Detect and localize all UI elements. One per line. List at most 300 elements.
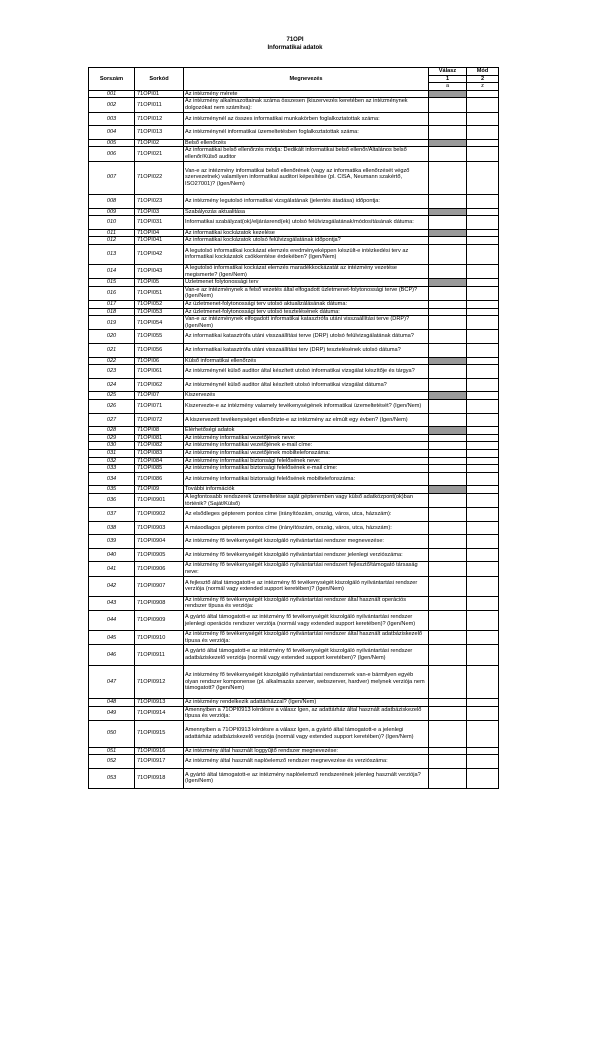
table-row bbox=[89, 427, 499, 435]
mode-cell[interactable] bbox=[467, 147, 499, 161]
mode-cell[interactable] bbox=[467, 434, 499, 442]
table-row bbox=[89, 112, 499, 126]
row-code: 71OPI03 bbox=[135, 208, 184, 216]
mode-cell[interactable] bbox=[467, 301, 499, 309]
header-mod: Mód bbox=[467, 68, 499, 76]
row-number: 046 bbox=[89, 645, 135, 665]
table-row bbox=[89, 378, 499, 392]
row-description: Az intézmény alkalmazottainak száma összesen (kiszervezés keretében az intézménynek dolgozókat nem számítva): bbox=[184, 98, 429, 112]
mode-cell[interactable] bbox=[467, 645, 499, 665]
answer-cell[interactable] bbox=[429, 699, 467, 707]
row-number: 033 bbox=[89, 465, 135, 473]
answer-cell[interactable] bbox=[429, 548, 467, 562]
row-description: A gyártó által támogatott-e az intézmény fő tevékenységét kiszolgáló nyilvántartási rendszer adatbáziskezelő verziója (normál vagy extended support keretében)? (Igen/Nem) bbox=[184, 645, 429, 665]
header-mod-num: 2 bbox=[467, 75, 499, 83]
mode-cell[interactable] bbox=[467, 562, 499, 576]
answer-cell[interactable] bbox=[429, 562, 467, 576]
row-description: Az intézmény informatikai vezetőjének neve: bbox=[184, 434, 429, 442]
row-description: A legfontosabb rendszerek üzemeltetése saját gépteremben vagy külső adatközpont(ok)ban történik? (Saját/Külső) bbox=[184, 493, 429, 507]
row-number: 029 bbox=[89, 434, 135, 442]
table-row bbox=[89, 98, 499, 112]
mode-cell[interactable] bbox=[467, 548, 499, 562]
mode-cell[interactable] bbox=[467, 237, 499, 245]
mode-cell[interactable] bbox=[467, 665, 499, 698]
row-code: 71OPI084 bbox=[135, 457, 184, 465]
table-row bbox=[89, 493, 499, 507]
row-code: 71OPI042 bbox=[135, 244, 184, 264]
row-description: Az intézmény fő tevékenységét kiszolgáló nyilvántartási rendszer által használt adatbáziskezelő típusa és verziója: bbox=[184, 631, 429, 645]
row-description: Az intézmény fő tevékenységét kiszolgáló nyilvántartási rendszer jelenlegi verziószáma: bbox=[184, 548, 429, 562]
row-code: 71OPI07 bbox=[135, 392, 184, 400]
row-code: 71OPI081 bbox=[135, 434, 184, 442]
mode-cell[interactable] bbox=[467, 316, 499, 330]
row-number: 012 bbox=[89, 237, 135, 245]
row-code: 71OPI0903 bbox=[135, 521, 184, 535]
row-number: 040 bbox=[89, 548, 135, 562]
row-number: 023 bbox=[89, 365, 135, 379]
table-row bbox=[89, 768, 499, 788]
answer-cell[interactable] bbox=[429, 316, 467, 330]
mode-cell[interactable] bbox=[467, 508, 499, 522]
answer-cell[interactable] bbox=[429, 378, 467, 392]
table-row bbox=[89, 244, 499, 264]
row-number: 024 bbox=[89, 378, 135, 392]
row-code: 71OPI0910 bbox=[135, 631, 184, 645]
row-description: Az intézmény informatikai biztonsági felelősének neve: bbox=[184, 457, 429, 465]
answer-cell[interactable] bbox=[429, 706, 467, 720]
row-code: 71OPI0905 bbox=[135, 548, 184, 562]
row-number: 022 bbox=[89, 357, 135, 365]
table-row bbox=[89, 576, 499, 596]
table-row bbox=[89, 457, 499, 465]
row-number: 007 bbox=[89, 161, 135, 194]
row-description: Van-e az intézménynek a felső vezetés által elfogadott üzletmenet-folytonossági terve (BCP)? (Igen/Nem) bbox=[184, 286, 429, 300]
table-body bbox=[89, 90, 499, 788]
row-description: A gyártó által támogatott-e az intézmény naplóelemző rendszerének jelenleg használt verziója? (Igen/Nem) bbox=[184, 768, 429, 788]
row-number: 005 bbox=[89, 139, 135, 147]
row-number: 011 bbox=[89, 229, 135, 237]
row-code: 71OPI012 bbox=[135, 112, 184, 126]
row-number: 010 bbox=[89, 216, 135, 230]
mode-cell[interactable] bbox=[467, 413, 499, 427]
row-description: Az intézménynél informatikai üzemeltetésben foglalkoztatottak száma: bbox=[184, 126, 429, 140]
row-description: Külső informatikai ellenőrzés bbox=[184, 357, 429, 365]
mode-cell[interactable] bbox=[467, 493, 499, 507]
answer-cell[interactable] bbox=[429, 596, 467, 610]
row-code: 71OPI071 bbox=[135, 399, 184, 413]
table-row bbox=[89, 521, 499, 535]
row-description: Az intézmény informatikai vezetőjének mobiltelefonszáma: bbox=[184, 449, 429, 457]
row-number: 031 bbox=[89, 449, 135, 457]
row-code: 71OPI0911 bbox=[135, 645, 184, 665]
answer-cell bbox=[429, 279, 467, 287]
row-description: Amennyiben a 71OPI0913 kérdésre a válasz Igen, a gyártó által támogatott-e a jelenlegi adattárház adatbáziskezelő verziója (normál vagy extended support keretében)? (Igen/Nem) bbox=[184, 720, 429, 747]
row-description: Az intézmény informatikai vezetőjének e-mail címe: bbox=[184, 442, 429, 450]
table-row bbox=[89, 237, 499, 245]
answer-cell[interactable] bbox=[429, 301, 467, 309]
row-code: 71OPI072 bbox=[135, 413, 184, 427]
table-row bbox=[89, 508, 499, 522]
answer-cell bbox=[429, 357, 467, 365]
row-number: 030 bbox=[89, 442, 135, 450]
header-megnevezes: Megnevezés bbox=[184, 68, 429, 91]
row-description: Szabályozás aktualitása bbox=[184, 208, 429, 216]
answer-cell[interactable] bbox=[429, 645, 467, 665]
mode-cell bbox=[467, 357, 499, 365]
row-code: 71OPI085 bbox=[135, 465, 184, 473]
row-code: 71OPI082 bbox=[135, 442, 184, 450]
answer-cell[interactable] bbox=[429, 399, 467, 413]
answer-cell[interactable] bbox=[429, 472, 467, 486]
mode-cell[interactable] bbox=[467, 706, 499, 720]
table-row bbox=[89, 392, 499, 400]
header-mod-letter: z bbox=[467, 83, 499, 91]
row-description: Az informatikai kockázatok kezelése bbox=[184, 229, 429, 237]
header-sorkod: Sorkód bbox=[135, 68, 184, 91]
row-number: 041 bbox=[89, 562, 135, 576]
mode-cell[interactable] bbox=[467, 720, 499, 747]
row-code: 71OPI06 bbox=[135, 357, 184, 365]
page-header bbox=[0, 0, 590, 60]
table-row bbox=[89, 308, 499, 316]
row-description: A legutolsó informatikai kockázat elemzés maradékkockázatát az intézmény vezetése megismerte? (Igen/Nem) bbox=[184, 265, 429, 279]
mode-cell[interactable] bbox=[467, 330, 499, 344]
mode-cell[interactable] bbox=[467, 472, 499, 486]
answer-cell[interactable] bbox=[429, 413, 467, 427]
row-number: 006 bbox=[89, 147, 135, 161]
row-code: 71OPI056 bbox=[135, 344, 184, 358]
answer-cell[interactable] bbox=[429, 161, 467, 194]
answer-cell[interactable] bbox=[429, 126, 467, 140]
table-row bbox=[89, 330, 499, 344]
table-row bbox=[89, 279, 499, 287]
answer-cell bbox=[429, 486, 467, 494]
answer-cell[interactable] bbox=[429, 720, 467, 747]
row-description: Az intézmény által használt naplóelemző rendszer megnevezése és verziószáma: bbox=[184, 755, 429, 769]
row-code: 71OPI0912 bbox=[135, 665, 184, 698]
answer-cell[interactable] bbox=[429, 365, 467, 379]
table-row bbox=[89, 357, 499, 365]
answer-cell[interactable] bbox=[429, 286, 467, 300]
mode-cell[interactable] bbox=[467, 442, 499, 450]
table-row bbox=[89, 747, 499, 755]
row-number: 009 bbox=[89, 208, 135, 216]
mode-cell[interactable] bbox=[467, 161, 499, 194]
row-description: A másodlagos gépterem pontos címe (irányítószám, ország, város, utca, házszám): bbox=[184, 521, 429, 535]
answer-cell[interactable] bbox=[429, 330, 467, 344]
row-number: 014 bbox=[89, 265, 135, 279]
answer-cell[interactable] bbox=[429, 611, 467, 631]
row-code: 71OPI011 bbox=[135, 98, 184, 112]
row-description: Az intézmény informatikai biztonsági felelősének mobiltelefonszáma: bbox=[184, 472, 429, 486]
answer-cell bbox=[429, 139, 467, 147]
table-row bbox=[89, 265, 499, 279]
row-code: 71OPI0916 bbox=[135, 747, 184, 755]
row-code: 71OPI0917 bbox=[135, 755, 184, 769]
table-row bbox=[89, 434, 499, 442]
table-row bbox=[89, 472, 499, 486]
row-description: Elérhetőségi adatok bbox=[184, 427, 429, 435]
answer-cell[interactable] bbox=[429, 665, 467, 698]
row-description: A fejlesztő által támogatott-e az intézmény fő tevékenységét kiszolgáló nyilvántartási rendszer verziója (normál vagy extended support keretében)? (Igen/Nem) bbox=[184, 576, 429, 596]
row-description: Az intézmény legutolsó informatikai vizsgálatának (jelentés átadása) időpontja: bbox=[184, 194, 429, 208]
table-row bbox=[89, 161, 499, 194]
mode-cell[interactable] bbox=[467, 449, 499, 457]
table-row bbox=[89, 465, 499, 473]
row-number: 017 bbox=[89, 301, 135, 309]
answer-cell[interactable] bbox=[429, 147, 467, 161]
answer-cell[interactable] bbox=[429, 265, 467, 279]
mode-cell[interactable] bbox=[467, 457, 499, 465]
mode-cell bbox=[467, 229, 499, 237]
row-code: 71OPI0909 bbox=[135, 611, 184, 631]
row-number: 028 bbox=[89, 427, 135, 435]
row-number: 027 bbox=[89, 413, 135, 427]
row-code: 71OPI043 bbox=[135, 265, 184, 279]
row-number: 025 bbox=[89, 392, 135, 400]
table-row bbox=[89, 596, 499, 610]
table-row bbox=[89, 147, 499, 161]
row-number: 048 bbox=[89, 699, 135, 707]
mode-cell[interactable] bbox=[467, 344, 499, 358]
table-row bbox=[89, 699, 499, 707]
row-number: 036 bbox=[89, 493, 135, 507]
row-code: 71OPI0906 bbox=[135, 562, 184, 576]
row-code: 71OPI052 bbox=[135, 301, 184, 309]
row-number: 047 bbox=[89, 665, 135, 698]
header-sorszam: Sorszám bbox=[89, 68, 135, 91]
table-row bbox=[89, 706, 499, 720]
row-description: Amennyiben a 71OPI0913 kérdésre a válasz Igen, az adattárház által használt adatbáziskezelő típusa és verziója: bbox=[184, 706, 429, 720]
answer-cell[interactable] bbox=[429, 244, 467, 264]
table-row bbox=[89, 194, 499, 208]
mode-cell[interactable] bbox=[467, 699, 499, 707]
row-code: 71OPI053 bbox=[135, 308, 184, 316]
row-number: 044 bbox=[89, 611, 135, 631]
row-description: Az intézmény rendelkezik adattárházzal? (Igen/Nem) bbox=[184, 699, 429, 707]
row-number: 002 bbox=[89, 98, 135, 112]
table-row bbox=[89, 399, 499, 413]
row-code: 71OPI031 bbox=[135, 216, 184, 230]
row-number: 037 bbox=[89, 508, 135, 522]
answer-cell[interactable] bbox=[429, 755, 467, 769]
row-code: 71OPI02 bbox=[135, 139, 184, 147]
row-number: 015 bbox=[89, 279, 135, 287]
row-description: Az intézmény mérete bbox=[184, 90, 429, 98]
mode-cell[interactable] bbox=[467, 378, 499, 392]
mode-cell[interactable] bbox=[467, 747, 499, 755]
answer-cell[interactable] bbox=[429, 508, 467, 522]
mode-cell bbox=[467, 208, 499, 216]
row-description: Az intézmény által használt loggyűjtő rendszer megnevezése: bbox=[184, 747, 429, 755]
table-row bbox=[89, 720, 499, 747]
mode-cell bbox=[467, 486, 499, 494]
row-number: 021 bbox=[89, 344, 135, 358]
answer-cell[interactable] bbox=[429, 434, 467, 442]
row-description: Kiszervezés bbox=[184, 392, 429, 400]
answer-cell[interactable] bbox=[429, 449, 467, 457]
answer-cell[interactable] bbox=[429, 521, 467, 535]
mode-cell[interactable] bbox=[467, 768, 499, 788]
header-valasz-num: 1 bbox=[429, 75, 467, 83]
row-description: Az elsődleges gépterem pontos címe (irányítószám, ország, város, utca, házszám): bbox=[184, 508, 429, 522]
row-description: Van-e az intézmény informatikai belső ellenőrének (vagy az informatika ellenőrzését végző szervezetnek) valamilyen informatikai auditori képesítése (pl. CISA, Neumann szakértő, ISO27001)? (Igen/Nem) bbox=[184, 161, 429, 194]
row-number: 050 bbox=[89, 720, 135, 747]
mode-cell[interactable] bbox=[467, 112, 499, 126]
row-code: 71OPI061 bbox=[135, 365, 184, 379]
row-code: 71OPI0914 bbox=[135, 706, 184, 720]
row-number: 053 bbox=[89, 768, 135, 788]
mode-cell[interactable] bbox=[467, 265, 499, 279]
mode-cell[interactable] bbox=[467, 308, 499, 316]
row-code: 71OPI0904 bbox=[135, 535, 184, 549]
answer-cell bbox=[429, 427, 467, 435]
answer-cell[interactable] bbox=[429, 631, 467, 645]
mode-cell[interactable] bbox=[467, 535, 499, 549]
row-number: 018 bbox=[89, 308, 135, 316]
answer-cell[interactable] bbox=[429, 747, 467, 755]
answer-cell[interactable] bbox=[429, 194, 467, 208]
mode-cell[interactable] bbox=[467, 126, 499, 140]
row-description: Van-e az intézménynek elfogadott informatikai katasztrófa utáni visszaállítási terve (DRP)? (Igen/Nem) bbox=[184, 316, 429, 330]
table-row bbox=[89, 90, 499, 98]
row-description: Az üzletmenet-folytonossági terv utolsó tesztelésének dátuma: bbox=[184, 308, 429, 316]
row-number: 001 bbox=[89, 90, 135, 98]
row-description: Az informatikai belső ellenőrzés módja: Dedikált informatikai belső ellenőr/Általános belső ellenőr/Külső auditor bbox=[184, 147, 429, 161]
mode-cell[interactable] bbox=[467, 98, 499, 112]
table-row bbox=[89, 449, 499, 457]
table-row bbox=[89, 442, 499, 450]
row-number: 013 bbox=[89, 244, 135, 264]
answer-cell[interactable] bbox=[429, 112, 467, 126]
row-description: Az intézménynél külső auditor által készített utolsó informatikai vizsgálat dátuma? bbox=[184, 378, 429, 392]
row-description: Üzletmenet folytonossági terv bbox=[184, 279, 429, 287]
answer-cell[interactable] bbox=[429, 465, 467, 473]
row-code: 71OPI0913 bbox=[135, 699, 184, 707]
row-description: Az intézmény fő tevékenységét kiszolgáló nyilvántartási rendszernek van-e bármilyen egyéb olyan rendszer komponense (pl. alkalmazás szerver, webszerver, hardver) melynek verziója nem támogatott? (Igen/Nem) bbox=[184, 665, 429, 698]
page-subtitle: Informatikai adatok bbox=[267, 45, 323, 51]
mode-cell bbox=[467, 139, 499, 147]
row-code: 71OPI055 bbox=[135, 330, 184, 344]
row-description: Az üzletmenet-folytonossági terv utolsó aktualizálásának dátuma: bbox=[184, 301, 429, 309]
data-table bbox=[88, 67, 499, 789]
mode-cell bbox=[467, 392, 499, 400]
answer-cell bbox=[429, 90, 467, 98]
answer-cell[interactable] bbox=[429, 216, 467, 230]
mode-cell[interactable] bbox=[467, 365, 499, 379]
mode-cell[interactable] bbox=[467, 244, 499, 264]
answer-cell[interactable] bbox=[429, 344, 467, 358]
row-description: Az intézménynél külső auditor által készített utolsó informatikai vizsgálat készítője és tárgya? bbox=[184, 365, 429, 379]
row-number: 043 bbox=[89, 596, 135, 610]
row-description: Az informatikai katasztrófa utáni visszaállítási terve (DRP) utolsó felülvizsgálatának dátuma? bbox=[184, 330, 429, 344]
row-description: Az intézmény fő tevékenységét kiszolgáló nyilvántartási rendszer által használt operációs rendszer típusa és verziója: bbox=[184, 596, 429, 610]
row-description: Belső ellenőrzés bbox=[184, 139, 429, 147]
row-number: 004 bbox=[89, 126, 135, 140]
answer-cell[interactable] bbox=[429, 308, 467, 316]
table-row bbox=[89, 665, 499, 698]
answer-cell[interactable] bbox=[429, 457, 467, 465]
row-description: Kiszervezte-e az intézmény valamely tevékenységének informatikai üzemeltetését? (Igen/Nem) bbox=[184, 399, 429, 413]
row-code: 71OPI086 bbox=[135, 472, 184, 486]
table-row bbox=[89, 645, 499, 665]
row-number: 026 bbox=[89, 399, 135, 413]
row-description: Informatikai szabályzat(ok)/eljárásrend(ek) utolsó felülvizsgálatának/módosításának dátuma: bbox=[184, 216, 429, 230]
mode-cell[interactable] bbox=[467, 596, 499, 610]
row-code: 71OPI041 bbox=[135, 237, 184, 245]
page-title: 71OPI bbox=[286, 37, 304, 43]
row-number: 049 bbox=[89, 706, 135, 720]
mode-cell bbox=[467, 427, 499, 435]
row-code: 71OPI054 bbox=[135, 316, 184, 330]
mode-cell[interactable] bbox=[467, 755, 499, 769]
answer-cell bbox=[429, 208, 467, 216]
mode-cell[interactable] bbox=[467, 399, 499, 413]
mode-cell[interactable] bbox=[467, 521, 499, 535]
row-code: 71OPI0902 bbox=[135, 508, 184, 522]
answer-cell[interactable] bbox=[429, 535, 467, 549]
table-row bbox=[89, 365, 499, 379]
answer-cell[interactable] bbox=[429, 493, 467, 507]
header-valasz-letter: a bbox=[429, 83, 467, 91]
table-row bbox=[89, 755, 499, 769]
row-description: Az intézménynél az összes informatikai munkakörben foglalkoztatottak száma: bbox=[184, 112, 429, 126]
mode-cell[interactable] bbox=[467, 611, 499, 631]
row-description: A gyártó által támogatott-e az intézmény fő tevékenységét kiszolgáló nyilvántartási rendszer jelenlegi operációs rendszer verziója (normál vagy extended support keretében)? (Igen/Nem) bbox=[184, 611, 429, 631]
table-row bbox=[89, 631, 499, 645]
table-row bbox=[89, 611, 499, 631]
row-description: A kiszervezett tevékenységet ellenőrizte-e az intézmény az elmúlt egy évben? (Igen/Nem) bbox=[184, 413, 429, 427]
mode-cell bbox=[467, 279, 499, 287]
row-code: 71OPI083 bbox=[135, 449, 184, 457]
row-number: 035 bbox=[89, 486, 135, 494]
row-description: Az intézmény informatikai biztonsági felelősének e-mail címe: bbox=[184, 465, 429, 473]
table-row bbox=[89, 535, 499, 549]
mode-cell[interactable] bbox=[467, 631, 499, 645]
row-code: 71OPI023 bbox=[135, 194, 184, 208]
mode-cell[interactable] bbox=[467, 286, 499, 300]
row-description: Az intézmény fő tevékenységét kiszolgáló nyilvántartási rendszert fejlesztő/támogató társaság neve: bbox=[184, 562, 429, 576]
answer-cell[interactable] bbox=[429, 442, 467, 450]
row-number: 008 bbox=[89, 194, 135, 208]
row-number: 039 bbox=[89, 535, 135, 549]
row-number: 020 bbox=[89, 330, 135, 344]
table-row bbox=[89, 229, 499, 237]
row-code: 71OPI0918 bbox=[135, 768, 184, 788]
mode-cell[interactable] bbox=[467, 576, 499, 596]
answer-cell[interactable] bbox=[429, 98, 467, 112]
table-row bbox=[89, 562, 499, 576]
answer-cell[interactable] bbox=[429, 576, 467, 596]
row-code: 71OPI021 bbox=[135, 147, 184, 161]
row-code: 71OPI013 bbox=[135, 126, 184, 140]
row-code: 71OPI022 bbox=[135, 161, 184, 194]
row-number: 051 bbox=[89, 747, 135, 755]
answer-cell[interactable] bbox=[429, 768, 467, 788]
mode-cell bbox=[467, 90, 499, 98]
row-code: 71OPI08 bbox=[135, 427, 184, 435]
table-row bbox=[89, 316, 499, 330]
answer-cell[interactable] bbox=[429, 237, 467, 245]
row-number: 052 bbox=[89, 755, 135, 769]
row-number: 016 bbox=[89, 286, 135, 300]
row-code: 71OPI01 bbox=[135, 90, 184, 98]
row-code: 71OPI0907 bbox=[135, 576, 184, 596]
row-code: 71OPI062 bbox=[135, 378, 184, 392]
mode-cell[interactable] bbox=[467, 465, 499, 473]
mode-cell[interactable] bbox=[467, 194, 499, 208]
mode-cell[interactable] bbox=[467, 216, 499, 230]
